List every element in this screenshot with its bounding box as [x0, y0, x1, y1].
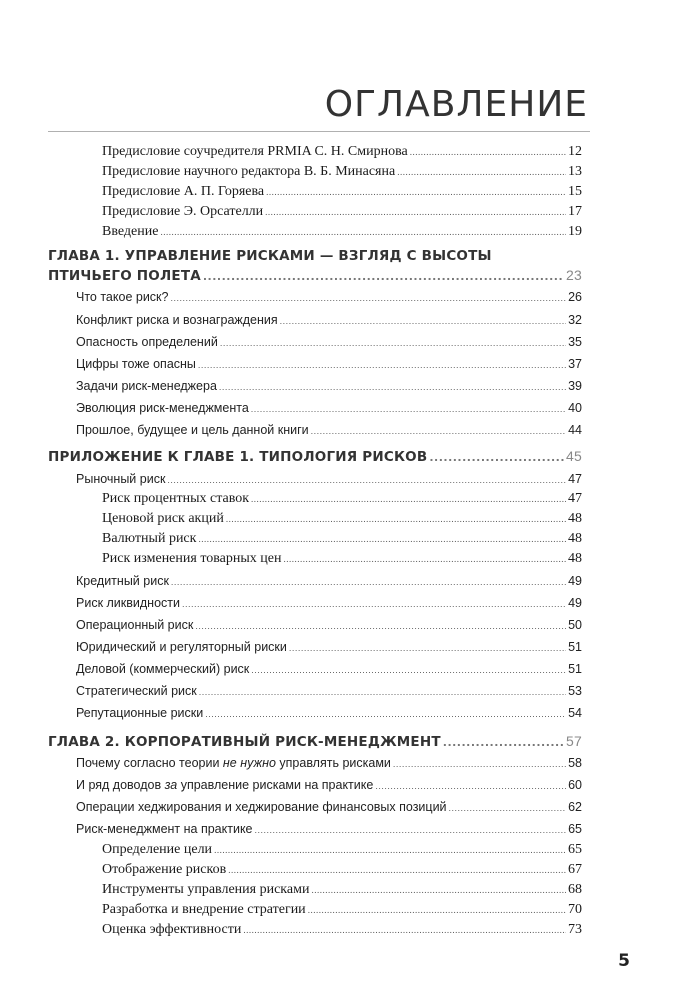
- toc-entry-label: Операции хеджирования и хеджирование финансовых позиций: [76, 800, 447, 814]
- toc-entry-page: 51: [568, 662, 582, 676]
- toc-entry-page: 44: [568, 423, 582, 437]
- toc-entry-label: Предисловие А. П. Горяева: [102, 184, 265, 199]
- toc-subentry[interactable]: [102, 491, 582, 507]
- toc-entry-label: Ценовой риск акций: [102, 511, 224, 526]
- leader-dots: [255, 825, 567, 835]
- toc-entry[interactable]: [76, 401, 582, 415]
- toc-entry[interactable]: [76, 290, 582, 304]
- toc-subentry[interactable]: [102, 922, 582, 938]
- toc-entry-label: Оценка эффективности: [102, 922, 242, 937]
- leader-dots: [198, 360, 566, 370]
- toc-entry-page: 70: [568, 902, 582, 917]
- toc-entry-page: 48: [568, 531, 582, 546]
- leader-dots: [214, 845, 566, 855]
- chapter-title: ГЛАВА 1. УПРАВЛЕНИЕ РИСКАМИ — ВЗГЛЯД С ВЫСОТЫ: [48, 248, 492, 264]
- leader-dots: [375, 781, 566, 791]
- toc-entry[interactable]: [76, 640, 582, 654]
- toc-entry-label: Риск ликвидности: [76, 596, 180, 610]
- toc-entry-page: 26: [568, 290, 582, 304]
- toc-entry-label: Определение цели: [102, 842, 213, 857]
- toc-entry-label: Предисловие научного редактора В. Б. Минасяна: [102, 164, 396, 179]
- toc-entry-page: 53: [568, 684, 582, 698]
- toc-entry-label: Инструменты управления рисками: [102, 882, 310, 897]
- toc-entry-page: 57: [566, 733, 582, 749]
- emphasis: за: [164, 778, 178, 792]
- toc-entry-page: 51: [568, 640, 582, 654]
- leader-dots: [280, 316, 566, 326]
- toc-entry-label: Предисловие Э. Орсателли: [102, 204, 264, 219]
- toc-entry[interactable]: [76, 822, 582, 836]
- appendix-1-heading[interactable]: [48, 448, 582, 465]
- emphasis: не нужно: [222, 756, 276, 770]
- toc-subentry[interactable]: [102, 882, 582, 898]
- leader-dots: [198, 534, 566, 544]
- leader-dots: [289, 643, 566, 653]
- leader-dots: [203, 270, 564, 283]
- toc-entry[interactable]: [76, 778, 582, 792]
- toc-entry[interactable]: [76, 313, 582, 327]
- chapter-1-heading-line2[interactable]: [48, 267, 582, 284]
- toc-entry-label: Отображение рисков: [102, 862, 227, 877]
- leader-dots: [284, 554, 567, 564]
- toc-entry-page: 65: [568, 822, 582, 836]
- toc-entry-preface-goryaev[interactable]: [102, 184, 582, 200]
- toc-entry-label: Почему согласно теории не нужно управлять рисками: [76, 756, 391, 770]
- toc-entry-page: 47: [568, 472, 582, 486]
- toc-entry[interactable]: [76, 357, 582, 371]
- toc-entry-market-risk[interactable]: [76, 472, 582, 486]
- leader-dots: [170, 293, 566, 303]
- toc-subentry[interactable]: [102, 551, 582, 567]
- leader-dots: [219, 382, 566, 392]
- toc-entry-page: 39: [568, 379, 582, 393]
- toc-entry-page: 49: [568, 596, 582, 610]
- toc-entry[interactable]: [76, 423, 582, 437]
- toc-entry-preface-minasyan[interactable]: [102, 164, 582, 180]
- toc-entry-page: 19: [568, 224, 582, 239]
- page-title: ОГЛАВЛЕНИЕ: [324, 84, 588, 125]
- toc-entry-page: 62: [568, 800, 582, 814]
- toc-entry-label: Операционный риск: [76, 618, 194, 632]
- toc-entry-preface-smirnov[interactable]: [102, 144, 582, 160]
- chapter-1-heading-line1[interactable]: [48, 248, 588, 264]
- toc-entry[interactable]: [76, 756, 582, 770]
- leader-dots: [266, 187, 566, 197]
- toc-entry-label: Риск изменения товарных цен: [102, 551, 282, 566]
- leader-dots: [449, 803, 567, 813]
- toc-entry-label: Рыночный риск: [76, 472, 166, 486]
- leader-dots: [199, 687, 566, 697]
- leader-dots: [397, 167, 566, 177]
- toc-entry-label: Разработка и внедрение стратегии: [102, 902, 306, 917]
- leader-dots: [228, 865, 566, 875]
- toc-entry-page: 35: [568, 335, 582, 349]
- page-number: 5: [618, 951, 630, 971]
- leader-dots: [171, 577, 566, 587]
- leader-dots: [167, 475, 566, 485]
- toc-entry-page: 48: [568, 551, 582, 566]
- toc-entry-page: 68: [568, 882, 582, 897]
- toc-entry-label: И ряд доводов за управление рисками на практике: [76, 778, 374, 792]
- toc-entry-label: Юридический и регуляторный риски: [76, 640, 287, 654]
- toc-entry-page: 60: [568, 778, 582, 792]
- chapter-2-heading[interactable]: [48, 733, 582, 750]
- leader-dots: [195, 621, 566, 631]
- leader-dots: [160, 227, 566, 237]
- toc-entry-introduction[interactable]: [102, 224, 582, 240]
- leader-dots: [311, 885, 566, 895]
- toc-entry-page: 58: [568, 756, 582, 770]
- leader-dots: [311, 426, 566, 436]
- leader-dots: [308, 905, 566, 915]
- toc-entry[interactable]: [76, 335, 582, 349]
- toc-entry-page: 50: [568, 618, 582, 632]
- toc-entry-label: Эволюция риск-менеджмента: [76, 401, 249, 415]
- leader-dots: [220, 338, 566, 348]
- leader-dots: [182, 599, 566, 609]
- toc-subentry[interactable]: [102, 862, 582, 878]
- toc-entry-label: Задачи риск-менеджера: [76, 379, 217, 393]
- leader-dots: [410, 147, 566, 157]
- toc-entry-label: Цифры тоже опасны: [76, 357, 196, 371]
- leader-dots: [251, 665, 566, 675]
- leader-dots: [243, 925, 566, 935]
- toc-entry-label: Опасность определений: [76, 335, 218, 349]
- toc-entry-page: 65: [568, 842, 582, 857]
- toc-subentry[interactable]: [102, 531, 582, 547]
- leader-dots: [251, 494, 566, 504]
- toc-entry-label: Репутационные риски: [76, 706, 204, 720]
- toc-entry[interactable]: [76, 706, 582, 720]
- toc-entry-page: 45: [566, 448, 582, 464]
- toc-entry-page: 49: [568, 574, 582, 588]
- leader-dots: [443, 736, 564, 749]
- leader-dots: [251, 404, 566, 414]
- toc-entry[interactable]: [76, 684, 582, 698]
- toc-entry[interactable]: [76, 662, 582, 676]
- toc-entry-page: 67: [568, 862, 582, 877]
- toc-entry-label: Введение: [102, 224, 159, 239]
- leader-dots: [205, 709, 566, 719]
- toc-entry-page: 54: [568, 706, 582, 720]
- toc-entry[interactable]: [76, 800, 582, 814]
- toc-entry-page: 12: [568, 144, 582, 159]
- leader-dots: [393, 759, 566, 769]
- toc-subentry[interactable]: [102, 902, 582, 918]
- toc-entry-preface-orsatelli[interactable]: [102, 204, 582, 220]
- toc-entry-label: Прошлое, будущее и цель данной книги: [76, 423, 309, 437]
- toc-entry-page: 37: [568, 357, 582, 371]
- chapter-title: ГЛАВА 2. КОРПОРАТИВНЫЙ РИСК-МЕНЕДЖМЕНТ: [48, 734, 441, 750]
- toc-entry-label: Риск процентных ставок: [102, 491, 250, 506]
- toc-entry-page: 47: [568, 491, 582, 506]
- toc-entry-label: Что такое риск?: [76, 290, 169, 304]
- toc-subentry[interactable]: [102, 842, 582, 858]
- leader-dots: [265, 207, 566, 217]
- toc-entry-page: 48: [568, 511, 582, 526]
- toc-subentry[interactable]: [102, 511, 582, 527]
- toc-entry-label: Кредитный риск: [76, 574, 169, 588]
- toc-entry-page: 17: [568, 204, 582, 219]
- toc-entry[interactable]: [76, 596, 582, 610]
- leader-dots: [226, 514, 566, 524]
- toc-entry-label: Деловой (коммерческий) риск: [76, 662, 250, 676]
- toc-entry-page: 23: [566, 267, 582, 283]
- toc-entry-page: 73: [568, 922, 582, 937]
- toc-entry-page: 13: [568, 164, 582, 179]
- toc-entry-page: 40: [568, 401, 582, 415]
- toc-entry[interactable]: [76, 618, 582, 632]
- toc-entry-page: 15: [568, 184, 582, 199]
- toc-entry-page: 32: [568, 313, 582, 327]
- chapter-title: ПТИЧЬЕГО ПОЛЕТА: [48, 268, 201, 284]
- toc-entry-label: Риск-менеджмент на практике: [76, 822, 253, 836]
- chapter-title: ПРИЛОЖЕНИЕ К ГЛАВЕ 1. ТИПОЛОГИЯ РИСКОВ: [48, 449, 428, 465]
- toc-entry-label: Конфликт риска и вознаграждения: [76, 313, 278, 327]
- leader-dots: [429, 451, 564, 464]
- toc-entry-label: Стратегический риск: [76, 684, 197, 698]
- toc-entry[interactable]: [76, 379, 582, 393]
- toc-entry-label: Валютный риск: [102, 531, 197, 546]
- toc-entry[interactable]: [76, 574, 582, 588]
- toc-entry-label: Предисловие соучредителя PRMIA С. Н. Смирнова: [102, 144, 408, 159]
